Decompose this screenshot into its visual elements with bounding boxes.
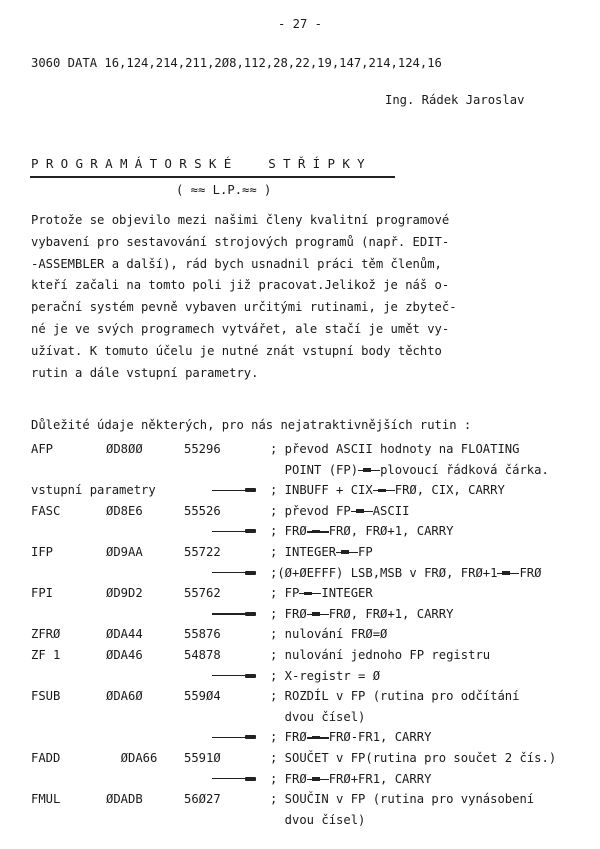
routine-hex-address [106, 460, 184, 481]
description-text: ; ROZDÍL v FP (rutina pro odčítání [270, 689, 520, 704]
description-text: ; nulování FRØ=Ø [270, 627, 388, 642]
routine-hex-address: ØD8E6 [106, 503, 143, 518]
description-text: ; nulování jednoho FP registru [270, 647, 491, 662]
paragraph-line: kteří začali na tomto poli již pracovat.Jelikož je náš o- [31, 278, 450, 293]
routine-description [270, 810, 556, 831]
routine-description [270, 583, 556, 604]
description-tail: FRØ, FRØ+1, CARRY [328, 606, 454, 621]
description-text: ; FRØ [270, 771, 307, 786]
description-text: ; X-registr = Ø [270, 668, 381, 683]
description-text: ; INBUFF + CIX [270, 483, 373, 498]
routine-row [31, 480, 556, 501]
description-text: ; FRØ [270, 524, 307, 539]
routine-row [31, 686, 556, 707]
routine-name [31, 707, 106, 728]
article-paragraph [31, 210, 571, 384]
routine-hex-address [106, 810, 184, 831]
paragraph-line: rutin a dále vstupní parametry. [31, 365, 259, 380]
routine-description [270, 480, 556, 501]
routine-decimal-address: 54878 [184, 647, 221, 662]
routine-hex-address: ØDA44 [106, 627, 143, 642]
routine-row [31, 542, 556, 563]
description-tail: INTEGER [321, 586, 373, 601]
routine-row [31, 727, 556, 748]
routine-name [31, 666, 106, 687]
description-text: ; FRØ [270, 730, 307, 745]
routine-decimal-address [184, 480, 270, 501]
routine-name: IFP [31, 544, 54, 559]
routine-decimal-address: 56Ø27 [184, 792, 221, 807]
routine-row [31, 501, 556, 522]
arrow-right-icon [212, 733, 256, 743]
routine-name [31, 727, 106, 748]
description-tail: FRØ-FR1, CARRY [328, 730, 432, 745]
routine-decimal-address [184, 666, 270, 687]
routine-name [31, 604, 106, 625]
routine-decimal-address [184, 604, 270, 625]
routine-hex-address [106, 707, 184, 728]
routine-name [31, 769, 106, 790]
routine-row [31, 748, 556, 769]
arrow-right-icon [212, 774, 256, 784]
routine-name: FMUL [31, 792, 61, 807]
basic-data-line: 3060 DATA 16,124,214,211,2Ø8,112,28,22,19,147,214,124,16 [31, 56, 442, 70]
description-tail: FRØ, CIX, CARRY [394, 483, 505, 498]
routine-row [31, 769, 556, 790]
description-text: dvou čísel) [270, 709, 366, 724]
arrow-left-icon [358, 465, 380, 475]
arrow-left-icon [336, 547, 358, 557]
routine-row [31, 604, 556, 625]
description-text: ; SOUČET v FP(rutina pro součet 2 čís.) [270, 750, 557, 765]
author-name: Ing. Rádek Jaroslav [385, 93, 525, 107]
routine-hex-address [106, 666, 184, 687]
routine-row [31, 521, 556, 542]
arrow-left-icon [299, 589, 321, 599]
description-text: ; FRØ [270, 606, 307, 621]
routine-hex-address [106, 604, 184, 625]
routine-hex-address [106, 563, 184, 584]
routine-name [31, 810, 106, 831]
paragraph-line: né je ve svých programech vytvářet, ale stačí je umět vy- [31, 321, 450, 336]
routine-hex-address: ØDADB [106, 792, 143, 807]
arrow-right-icon [212, 671, 256, 681]
routine-description [270, 769, 556, 790]
routine-name: AFP [31, 442, 54, 456]
routine-name: FPI [31, 586, 54, 601]
routine-decimal-address: 5591Ø [184, 750, 221, 765]
arrow-left-icon [307, 527, 329, 537]
routine-description [270, 563, 556, 584]
description-text: dvou čísel) [270, 812, 366, 827]
page-number: - 27 - [277, 17, 323, 31]
description-text: ; převod ASCII hodnoty na FLOATING [270, 442, 520, 456]
routine-name [31, 460, 106, 481]
routine-row [31, 707, 556, 728]
description-text: ; FP [270, 586, 300, 601]
routine-decimal-address [184, 727, 270, 748]
routine-name [31, 521, 106, 542]
routine-name [31, 563, 106, 584]
routine-decimal-address [184, 769, 270, 790]
routine-decimal-address: 55296 [184, 442, 221, 456]
routine-name: ZFRØ [31, 627, 61, 642]
routine-row [31, 666, 556, 687]
routine-hex-address: ØDA6Ø [106, 689, 143, 704]
routine-description [270, 542, 556, 563]
routine-name: ZF 1 [31, 647, 61, 662]
description-tail: FRØ+FR1, CARRY [328, 771, 432, 786]
routine-row [31, 583, 556, 604]
routine-decimal-address: 55722 [184, 544, 221, 559]
routine-row [31, 645, 556, 666]
arrow-left-icon [307, 609, 329, 619]
routine-name: FSUB [31, 689, 61, 704]
routine-decimal-address [184, 810, 270, 831]
routine-description [270, 789, 556, 810]
description-text: ; SOUČIN v FP (rutina pro vynásobení [270, 792, 535, 807]
paragraph-line: perační systém pevně vybaven určitými rutinami, je zbyteč- [31, 300, 457, 315]
paragraph-line: užívat. K tomuto účelu je nutné znát vstupní body těchto [31, 343, 442, 358]
routine-row [31, 810, 556, 831]
routines-table [31, 439, 556, 830]
routine-description [270, 727, 556, 748]
routine-label: vstupní parametry [31, 483, 156, 498]
routine-description [270, 707, 556, 728]
routine-decimal-address: 55762 [184, 586, 221, 601]
article-subtitle: ( ≈≈ L.P.≈≈ ) [176, 183, 272, 197]
description-text: ;(Ø+ØEFFF) LSB,MSB v FRØ, FRØ+1 [270, 565, 498, 580]
routine-decimal-address: 55876 [184, 627, 221, 642]
routine-description [270, 686, 556, 707]
paragraph-line: vybavení pro sestavování strojových programů (např. EDIT- [31, 234, 450, 249]
routine-decimal-address [184, 707, 270, 728]
routine-description [270, 521, 556, 542]
arrow-right-icon [212, 609, 256, 619]
description-tail: FRØ, FRØ+1, CARRY [328, 524, 454, 539]
description-tail: FP [358, 544, 373, 559]
paragraph-line: -ASSEMBLER a další), rád bych usnadnil práci těm členům, [31, 256, 442, 271]
arrow-left-icon [351, 506, 373, 516]
arrow-right-icon [212, 527, 256, 537]
routine-hex-address: ØD9D2 [106, 586, 143, 601]
routine-name: FASC [31, 503, 61, 518]
routine-row [31, 439, 556, 460]
routine-description [270, 666, 556, 687]
routine-description [270, 501, 556, 522]
arrow-right-icon [212, 486, 256, 496]
routine-decimal-address: 559Ø4 [184, 689, 221, 704]
routine-hex-address [106, 727, 184, 748]
description-tail: plovoucí řádková čárka. [380, 462, 549, 477]
routine-description [270, 460, 556, 481]
description-text: POINT (FP) [270, 462, 359, 477]
description-tail: FRØ [519, 565, 542, 580]
arrow-left-icon [373, 486, 395, 496]
description-text: ; převod FP [270, 503, 351, 518]
routine-row [31, 789, 556, 810]
routine-hex-address: ØDA46 [106, 647, 143, 662]
routine-hex-address [106, 769, 184, 790]
routine-description [270, 645, 556, 666]
paragraph-line: Protože se objevilo mezi našimi členy kvalitní programové [31, 213, 450, 227]
routine-decimal-address [184, 460, 270, 481]
arrow-left-icon [307, 774, 329, 784]
title-underline [30, 176, 395, 178]
description-tail: ASCII [372, 503, 410, 518]
routine-description [270, 439, 556, 460]
routine-row [31, 563, 556, 584]
routine-decimal-address [184, 521, 270, 542]
routine-hex-address [106, 521, 184, 542]
routine-description [270, 624, 556, 645]
routine-decimal-address: 55526 [184, 503, 221, 518]
arrow-left-icon [497, 568, 519, 578]
routine-row [31, 460, 556, 481]
routine-description [270, 604, 556, 625]
routine-hex-address: ØD9AA [106, 544, 143, 559]
description-text: ; INTEGER [270, 544, 337, 559]
article-title: PROGRAMÁTORSKÉ STŘÍPKY [31, 156, 372, 171]
routine-hex-address: ØDA66 [106, 750, 158, 765]
routine-row [31, 624, 556, 645]
arrow-left-icon [307, 733, 329, 743]
routines-intro: Důležité údaje některých, pro nás nejatraktivnějších rutin : [31, 418, 472, 432]
routine-hex-address: ØD8ØØ [106, 442, 143, 456]
routine-description [270, 748, 556, 769]
routine-name: FADD [31, 750, 61, 765]
arrow-right-icon [212, 568, 256, 578]
routine-decimal-address [184, 563, 270, 584]
